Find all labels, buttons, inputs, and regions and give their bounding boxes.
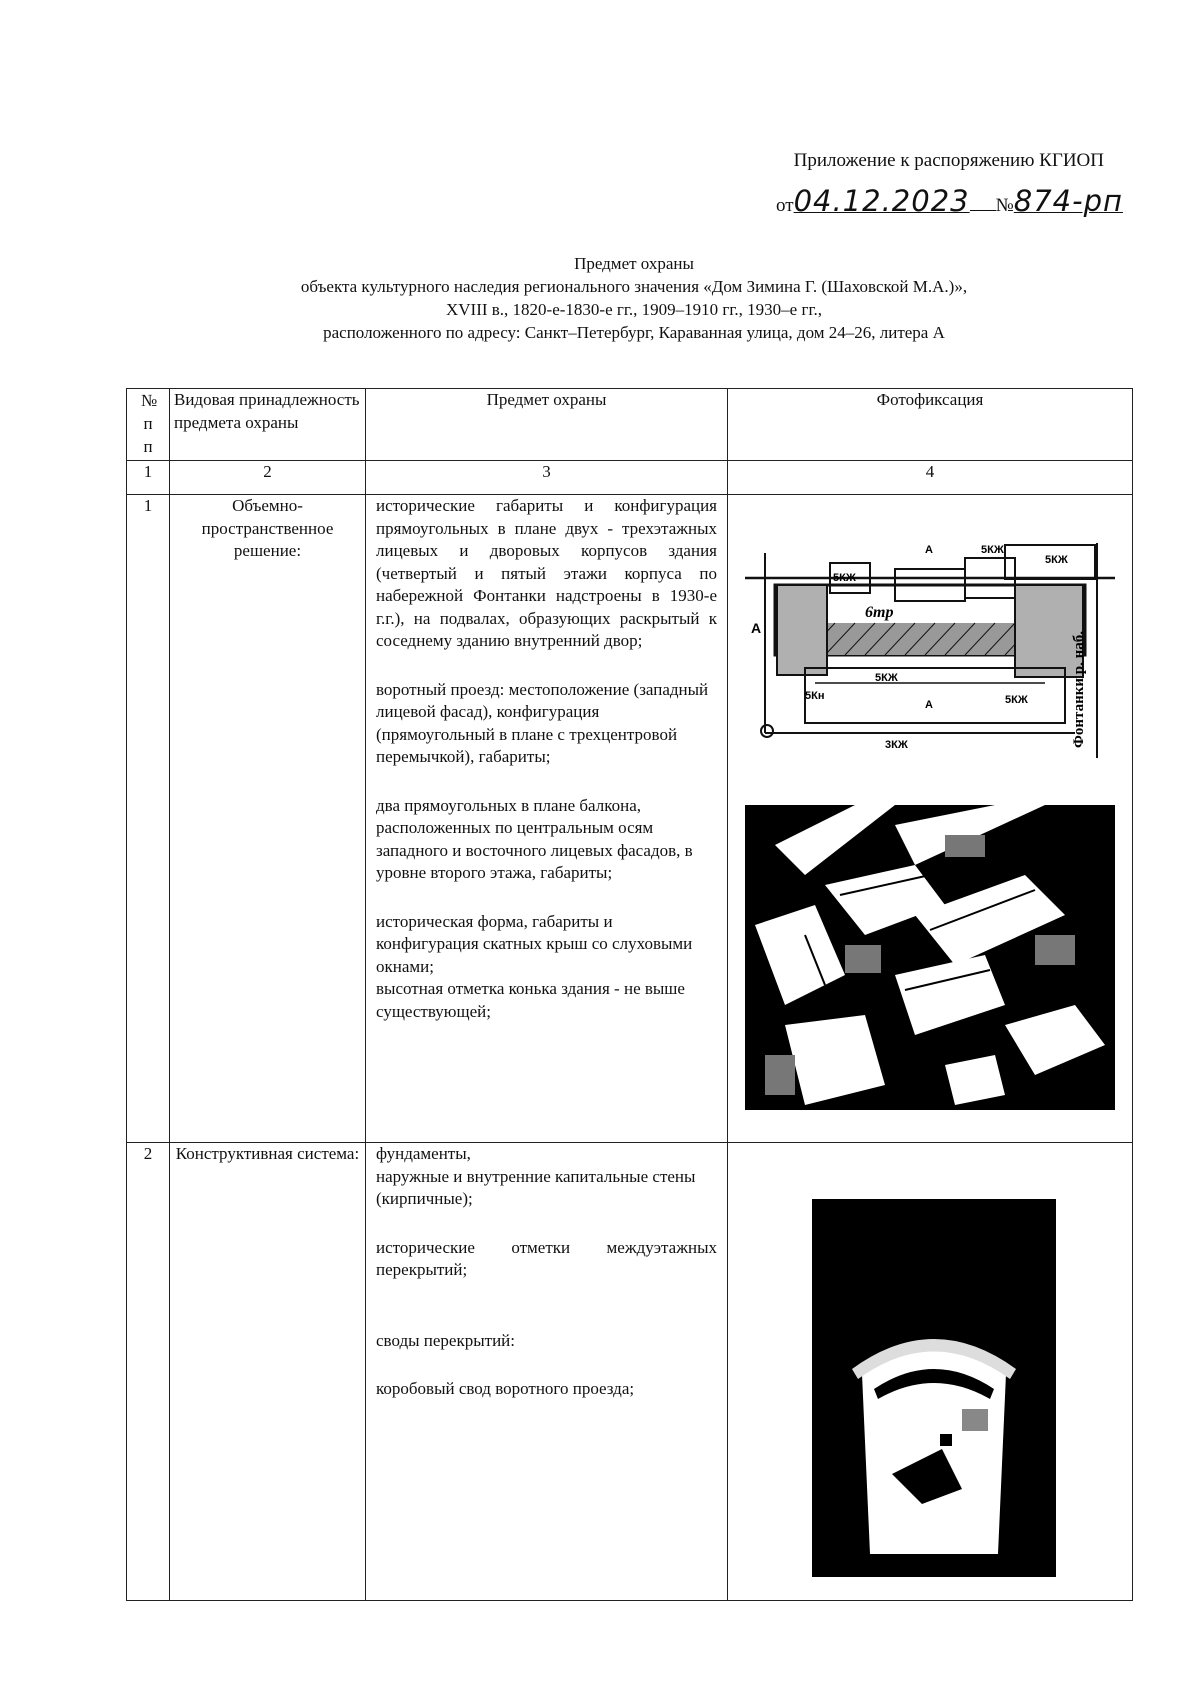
row-subject: [366, 1143, 728, 1601]
subject-item: своды перекрытий:: [376, 1330, 516, 1350]
table-row: [127, 495, 1133, 1143]
header-category: Видовая принадлежность предмета охраны: [170, 389, 366, 461]
table-number-row: [127, 461, 1133, 495]
subject-item: исторические габариты и конфигурация прямоугольных в плане двух - трехэтажных лицевых и дворовых корпусов здания (четвертый и пятый этажи корпуса по набережной Фонтанки надстроены в 1930-е г.г.), на подвалах, образующих раскрытый к соседнему зданию внутренний двор;: [376, 496, 717, 650]
title-line-2: объекта культурного наследия регионального значения «Дом Зимина Г. (Шаховской М.А.)»,: [300, 277, 968, 296]
subject-item: два прямоугольных в плане балкона, расположенных по центральным осям западного и восточного лицевых фасадов, в уровне второго этажа, габариты;: [376, 795, 693, 882]
plan-label: Фонтанки р. наб.: [1071, 631, 1087, 748]
header-num: № п п: [127, 389, 170, 461]
date-prefix: от: [776, 195, 794, 216]
order-date: 04.12.2023: [793, 184, 970, 218]
plan-label: 3КЖ: [885, 739, 908, 751]
row-photos: [728, 495, 1133, 1143]
plan-label: 5КЖ: [981, 544, 1004, 556]
table-header-row: [127, 389, 1133, 461]
protection-table: [126, 388, 1133, 1601]
plan-label: 5Кн: [805, 690, 825, 702]
row-photos: [728, 1143, 1133, 1601]
table-row: [127, 1143, 1133, 1601]
number-prefix: №: [995, 195, 1014, 216]
plan-label: 5КЖ: [875, 672, 898, 684]
row-number: 2: [127, 1143, 170, 1601]
site-plan-image: [745, 533, 1115, 763]
row-category: Объемно-пространственное решение:: [170, 495, 366, 1143]
subject-item: исторические отметки междуэтажных перекрытий;: [376, 1237, 717, 1279]
row-category: Конструктивная система:: [170, 1143, 366, 1601]
order-date-number: [776, 184, 1123, 218]
subject-item: высотная отметка конька здания - не выше существующей;: [376, 979, 685, 1021]
plan-label: А: [751, 620, 762, 636]
plan-label: А: [925, 544, 933, 556]
order-number: 874-рп: [1013, 184, 1123, 218]
aerial-photo-image: [745, 805, 1115, 1110]
vault-photo-image: [812, 1199, 1056, 1577]
subject-item: коробовый свод воротного проезда;: [376, 1379, 635, 1398]
subject-item: историческая форма, габариты и конфигурация скатных крыш со слуховыми окнами;: [376, 911, 693, 976]
plan-label: 5КЖ: [1005, 694, 1028, 706]
header-photo: Фотофиксация: [728, 389, 1133, 461]
appendix-label: Приложение к распоряжению КГИОП: [793, 150, 1104, 171]
row-number: 1: [127, 495, 170, 1143]
plan-label: 6тр: [865, 604, 894, 621]
col-number: 1: [127, 461, 170, 495]
plan-label: 5КЖ: [1045, 554, 1068, 566]
plan-label: А: [925, 699, 933, 711]
header-subject: Предмет охраны: [366, 389, 728, 461]
title-line-1: Предмет охраны: [574, 254, 694, 273]
plan-label: 5КЖ: [833, 572, 856, 584]
row-subject: [366, 495, 728, 1143]
title-line-4: расположенного по адресу: Санкт–Петербург, Караванная улица, дом 24–26, литера А: [323, 323, 945, 342]
document-title: [0, 252, 1200, 344]
subject-item: воротный проезд: местоположение (западный лицевой фасад), конфигурация (прямоугольный в плане с трехцентровой перемычкой), габариты;: [376, 679, 709, 766]
col-number: 3: [366, 461, 728, 495]
subject-item: фундаменты,: [376, 1144, 471, 1163]
col-number: 4: [728, 461, 1133, 495]
title-line-3: XVIII в., 1820-е-1830-е гг., 1909–1910 гг., 1930–е гг.,: [445, 300, 823, 319]
col-number: 2: [170, 461, 366, 495]
subject-item: наружные и внутренние капитальные стены (кирпичные);: [376, 1166, 696, 1208]
